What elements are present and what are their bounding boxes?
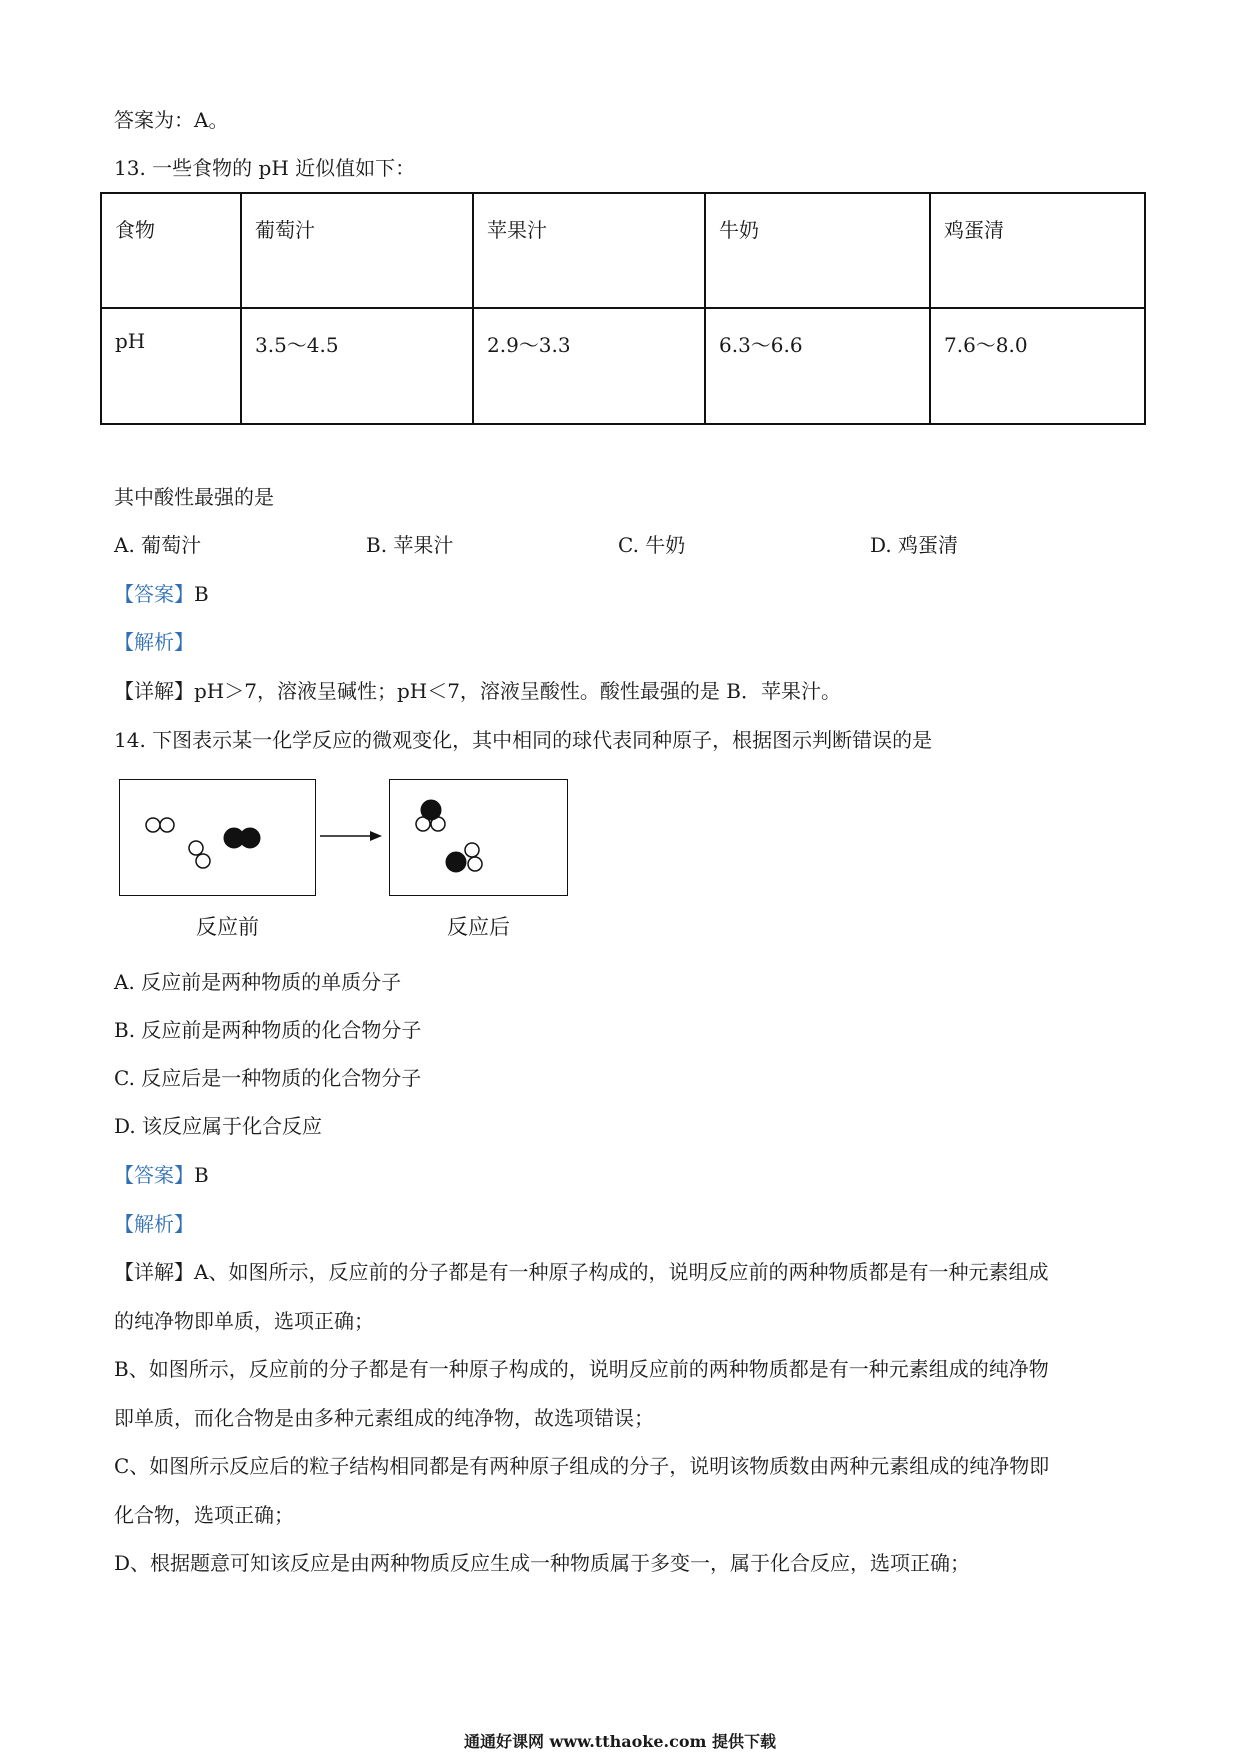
question-13-stem: 13. 一些食物的 pH 近似值如下： [114,156,416,180]
answer-tag: 【答案】 [114,1163,194,1187]
question-14-stem: 14. 下图表示某一化学反应的微观变化，其中相同的球代表同种原子，根据图示判断错误的是 [114,728,933,752]
table-cell: 食物 [101,193,241,308]
question-13-analysis-tag: 【解析】 [114,630,194,654]
question-14-answer [114,1161,209,1189]
table-cell: pH [101,308,241,424]
detail-line: B、如图所示，反应前的分子都是有一种原子构成的，说明反应前的两种物质都是有一种元素组成的纯净物 [114,1357,1049,1381]
before-reaction-box [119,779,316,896]
table-row [101,193,1145,308]
table-cell: 7.6～8.0 [930,308,1145,424]
option-b: B. 苹果汁 [366,533,454,557]
question-13-prompt: 其中酸性最强的是 [114,485,274,509]
black-atom-icon [240,828,260,848]
question-13-answer [114,580,209,608]
option-d: D. 鸡蛋清 [870,533,959,557]
detail-tag: 【详解】 [114,679,194,703]
table-cell: 葡萄汁 [241,193,473,308]
table-cell: 牛奶 [705,193,930,308]
question-13-options [114,531,1114,561]
ph-table [100,192,1146,425]
before-molecules [120,780,315,895]
option-c: C. 牛奶 [618,533,686,557]
detail-line: D、根据题意可知该反应是由两种物质反应生成一种物质属于多变一，属于化合反应，选项正确； [114,1551,971,1575]
table-cell: 3.5～4.5 [241,308,473,424]
before-caption: 反应前 [196,915,259,939]
question-14-analysis-tag: 【解析】 [114,1212,194,1236]
black-atom-icon [446,852,466,872]
white-atom-icon [196,854,210,868]
after-molecules [390,780,567,895]
detail-text: pH＞7，溶液呈碱性；pH＜7，溶液呈酸性。酸性最强的是 B．苹果汁。 [194,679,841,703]
table-cell: 苹果汁 [473,193,705,308]
answer-tag: 【答案】 [114,582,194,606]
q14-option-d: D. 该反应属于化合反应 [114,1114,323,1138]
after-reaction-box [389,779,568,896]
detail-line [114,1258,1048,1286]
white-atom-icon [146,818,160,832]
black-atom-icon [421,800,441,820]
detail-tag: 【详解】 [114,1260,194,1284]
option-a: A. 葡萄汁 [114,533,202,557]
white-atom-icon [468,857,482,871]
detail-line: 化合物，选项正确； [114,1503,294,1527]
reaction-arrow-icon [318,826,384,846]
table-cell: 6.3～6.6 [705,308,930,424]
page-footer: 通通好课网 www.tthaoke.com 提供下载 [463,1732,777,1751]
detail-line: 的纯净物即单质，选项正确； [114,1309,374,1333]
table-cell: 鸡蛋清 [930,193,1145,308]
table-cell: 2.9～3.3 [473,308,705,424]
detail-line: C、如图所示反应后的粒子结构相同都是有两种原子组成的分子，说明该物质数由两种元素组成的纯净物即 [114,1454,1050,1478]
q14-option-a: A. 反应前是两种物质的单质分子 [114,970,402,994]
detail-text: A、如图所示，反应前的分子都是有一种原子构成的，说明反应前的两种物质都是有一种元素组成 [194,1260,1049,1284]
previous-answer: 答案为：A。 [114,108,229,132]
q14-option-c: C. 反应后是一种物质的化合物分子 [114,1066,422,1090]
after-caption: 反应后 [447,915,510,939]
q14-option-b: B. 反应前是两种物质的化合物分子 [114,1018,422,1042]
question-13-detail [114,677,841,705]
table-row [101,308,1145,424]
answer-value: B [194,582,209,606]
white-atom-icon [465,843,479,857]
detail-line: 即单质，而化合物是由多种元素组成的纯净物，故选项错误； [114,1406,654,1430]
white-atom-icon [189,841,203,855]
answer-value: B [194,1163,209,1187]
white-atom-icon [160,818,174,832]
